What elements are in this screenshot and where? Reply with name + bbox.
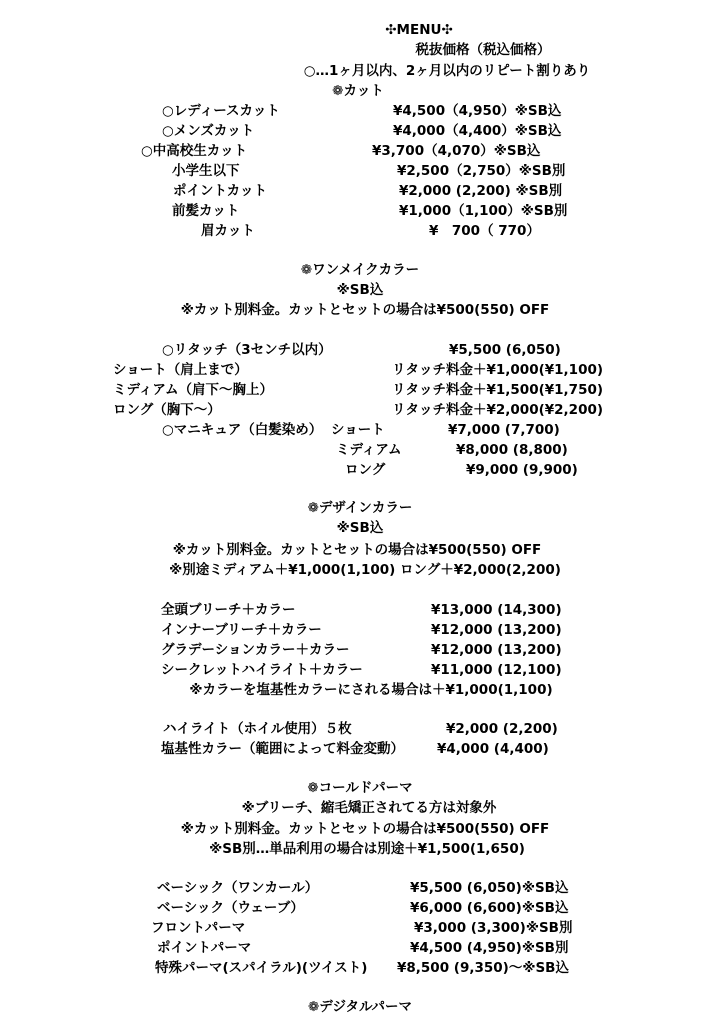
cut-item-price: ¥2,000 (2,200) ※SB別	[399, 183, 563, 199]
design-item-name: シークレットハイライト＋カラー	[161, 662, 363, 678]
length-price: リタッチ料金＋¥2,000(¥2,200)	[392, 402, 604, 418]
cut-item-name: ○メンズカット	[162, 123, 255, 139]
length-price: リタッチ料金＋¥1,000(¥1,100)	[392, 362, 604, 378]
cut-heading: ❁カット	[332, 83, 384, 99]
tax-note: 税抜価格（税込価格）	[415, 42, 551, 58]
retouch-price: ¥5,500 (6,050)	[449, 342, 561, 358]
manicure-option-price: ¥9,000 (9,900)	[466, 462, 578, 478]
cut-item-price: ¥4,000（4,400）※SB込	[393, 123, 562, 139]
design-item-name: 全頭ブリーチ＋カラー	[161, 602, 296, 618]
one-make-color-heading: ❁ワンメイクカラー	[300, 262, 420, 278]
cold-perm-note: ※SB別…単品利用の場合は別途＋¥1,500(1,650)	[209, 841, 525, 857]
sb-included-note: ※SB込	[336, 520, 384, 536]
cut-item-price: ¥1,000（1,100）※SB別	[399, 203, 568, 219]
menu-title: ✣MENU✣	[385, 22, 453, 38]
design-item-name: インナーブリーチ＋カラー	[161, 622, 322, 638]
cut-item-price: ¥4,500（4,950）※SB込	[393, 103, 562, 119]
length-name: ミディアム（肩下〜胸上）	[113, 382, 273, 398]
design-color-heading: ❁デザインカラー	[307, 500, 413, 516]
manicure-option-name: ロング	[345, 462, 386, 478]
manicure-name: ○マニキュア（白髪染め）	[162, 422, 323, 438]
design-item-price: ¥12,000 (13,200)	[431, 642, 562, 658]
manicure-option-name: ミディアム	[336, 442, 402, 458]
cut-item-name: ポイントカット	[173, 183, 267, 199]
perm-item-price: ¥6,000 (6,600)※SB込	[410, 900, 569, 916]
design-item-name: 塩基性カラー（範囲によって料金変動）	[161, 741, 404, 757]
design-item-name: ハイライト（ホイル使用）５枚	[163, 721, 352, 737]
design-item-name: グラデーションカラー＋カラー	[161, 642, 350, 658]
salt-color-note: ※カラーを塩基性カラーにされる場合は＋¥1,000(1,100)	[189, 682, 553, 698]
perm-item-price: ¥5,500 (6,050)※SB込	[410, 880, 569, 896]
digital-perm-heading: ❁デジタルパーマ	[307, 999, 413, 1015]
design-item-price: ¥11,000 (12,100)	[431, 662, 562, 678]
cut-separate-note: ※カット別料金。カットとセットの場合は¥500(550) OFF	[180, 302, 550, 318]
design-item-price: ¥2,000 (2,200)	[446, 721, 558, 737]
design-item-price: ¥4,000 (4,400)	[437, 741, 549, 757]
cut-item-price: ¥ 700（ 770）	[429, 223, 540, 239]
manicure-option-price: ¥7,000 (7,700)	[448, 422, 560, 438]
length-price: リタッチ料金＋¥1,500(¥1,750)	[392, 382, 604, 398]
length-name: ショート（肩上まで）	[113, 362, 248, 378]
design-item-price: ¥12,000 (13,200)	[431, 622, 562, 638]
retouch-name: ○リタッチ（3センチ以内）	[162, 342, 332, 358]
perm-item-price: ¥3,000 (3,300)※SB別	[414, 920, 573, 936]
perm-item-name: 特殊パーマ(スパイラル)(ツイスト)	[155, 960, 368, 976]
cut-item-name: 小学生以下	[172, 163, 240, 179]
manicure-option-name: ショート	[331, 422, 385, 438]
cut-separate-note: ※カット別料金。カットとセットの場合は¥500(550) OFF	[172, 542, 542, 558]
sb-included-note: ※SB込	[336, 282, 384, 298]
cold-perm-note: ※ブリーチ、縮毛矯正されてる方は対象外	[241, 800, 497, 816]
repeat-discount-note: ○…1ヶ月以内、2ヶ月以内のリピート割りあり	[303, 63, 591, 79]
manicure-option-price: ¥8,000 (8,800)	[456, 442, 568, 458]
design-item-price: ¥13,000 (14,300)	[431, 602, 562, 618]
cut-item-name: 前髪カット	[172, 203, 240, 219]
length-name: ロング（胸下〜）	[113, 402, 221, 418]
cold-perm-note: ※カット別料金。カットとセットの場合は¥500(550) OFF	[180, 821, 550, 837]
cold-perm-heading: ❁コールドパーマ	[307, 780, 413, 796]
cut-item-name: ○中高校生カット	[141, 143, 248, 159]
cut-item-name: ○レディースカット	[162, 103, 280, 119]
perm-item-name: フロントパーマ	[151, 920, 246, 936]
perm-item-price: ¥8,500 (9,350)〜※SB込	[397, 960, 569, 976]
cut-item-name: 眉カット	[201, 223, 255, 239]
perm-item-name: ポイントパーマ	[157, 940, 252, 956]
perm-item-price: ¥4,500 (4,950)※SB別	[410, 940, 569, 956]
cut-item-price: ¥3,700（4,070）※SB込	[372, 143, 541, 159]
cut-item-price: ¥2,500（2,750）※SB別	[397, 163, 566, 179]
perm-item-name: ベーシック（ウェーブ）	[157, 900, 304, 916]
length-extra-note: ※別途ミディアム＋¥1,000(1,100) ロング＋¥2,000(2,200)	[169, 562, 561, 578]
perm-item-name: ベーシック（ワンカール）	[157, 880, 319, 896]
